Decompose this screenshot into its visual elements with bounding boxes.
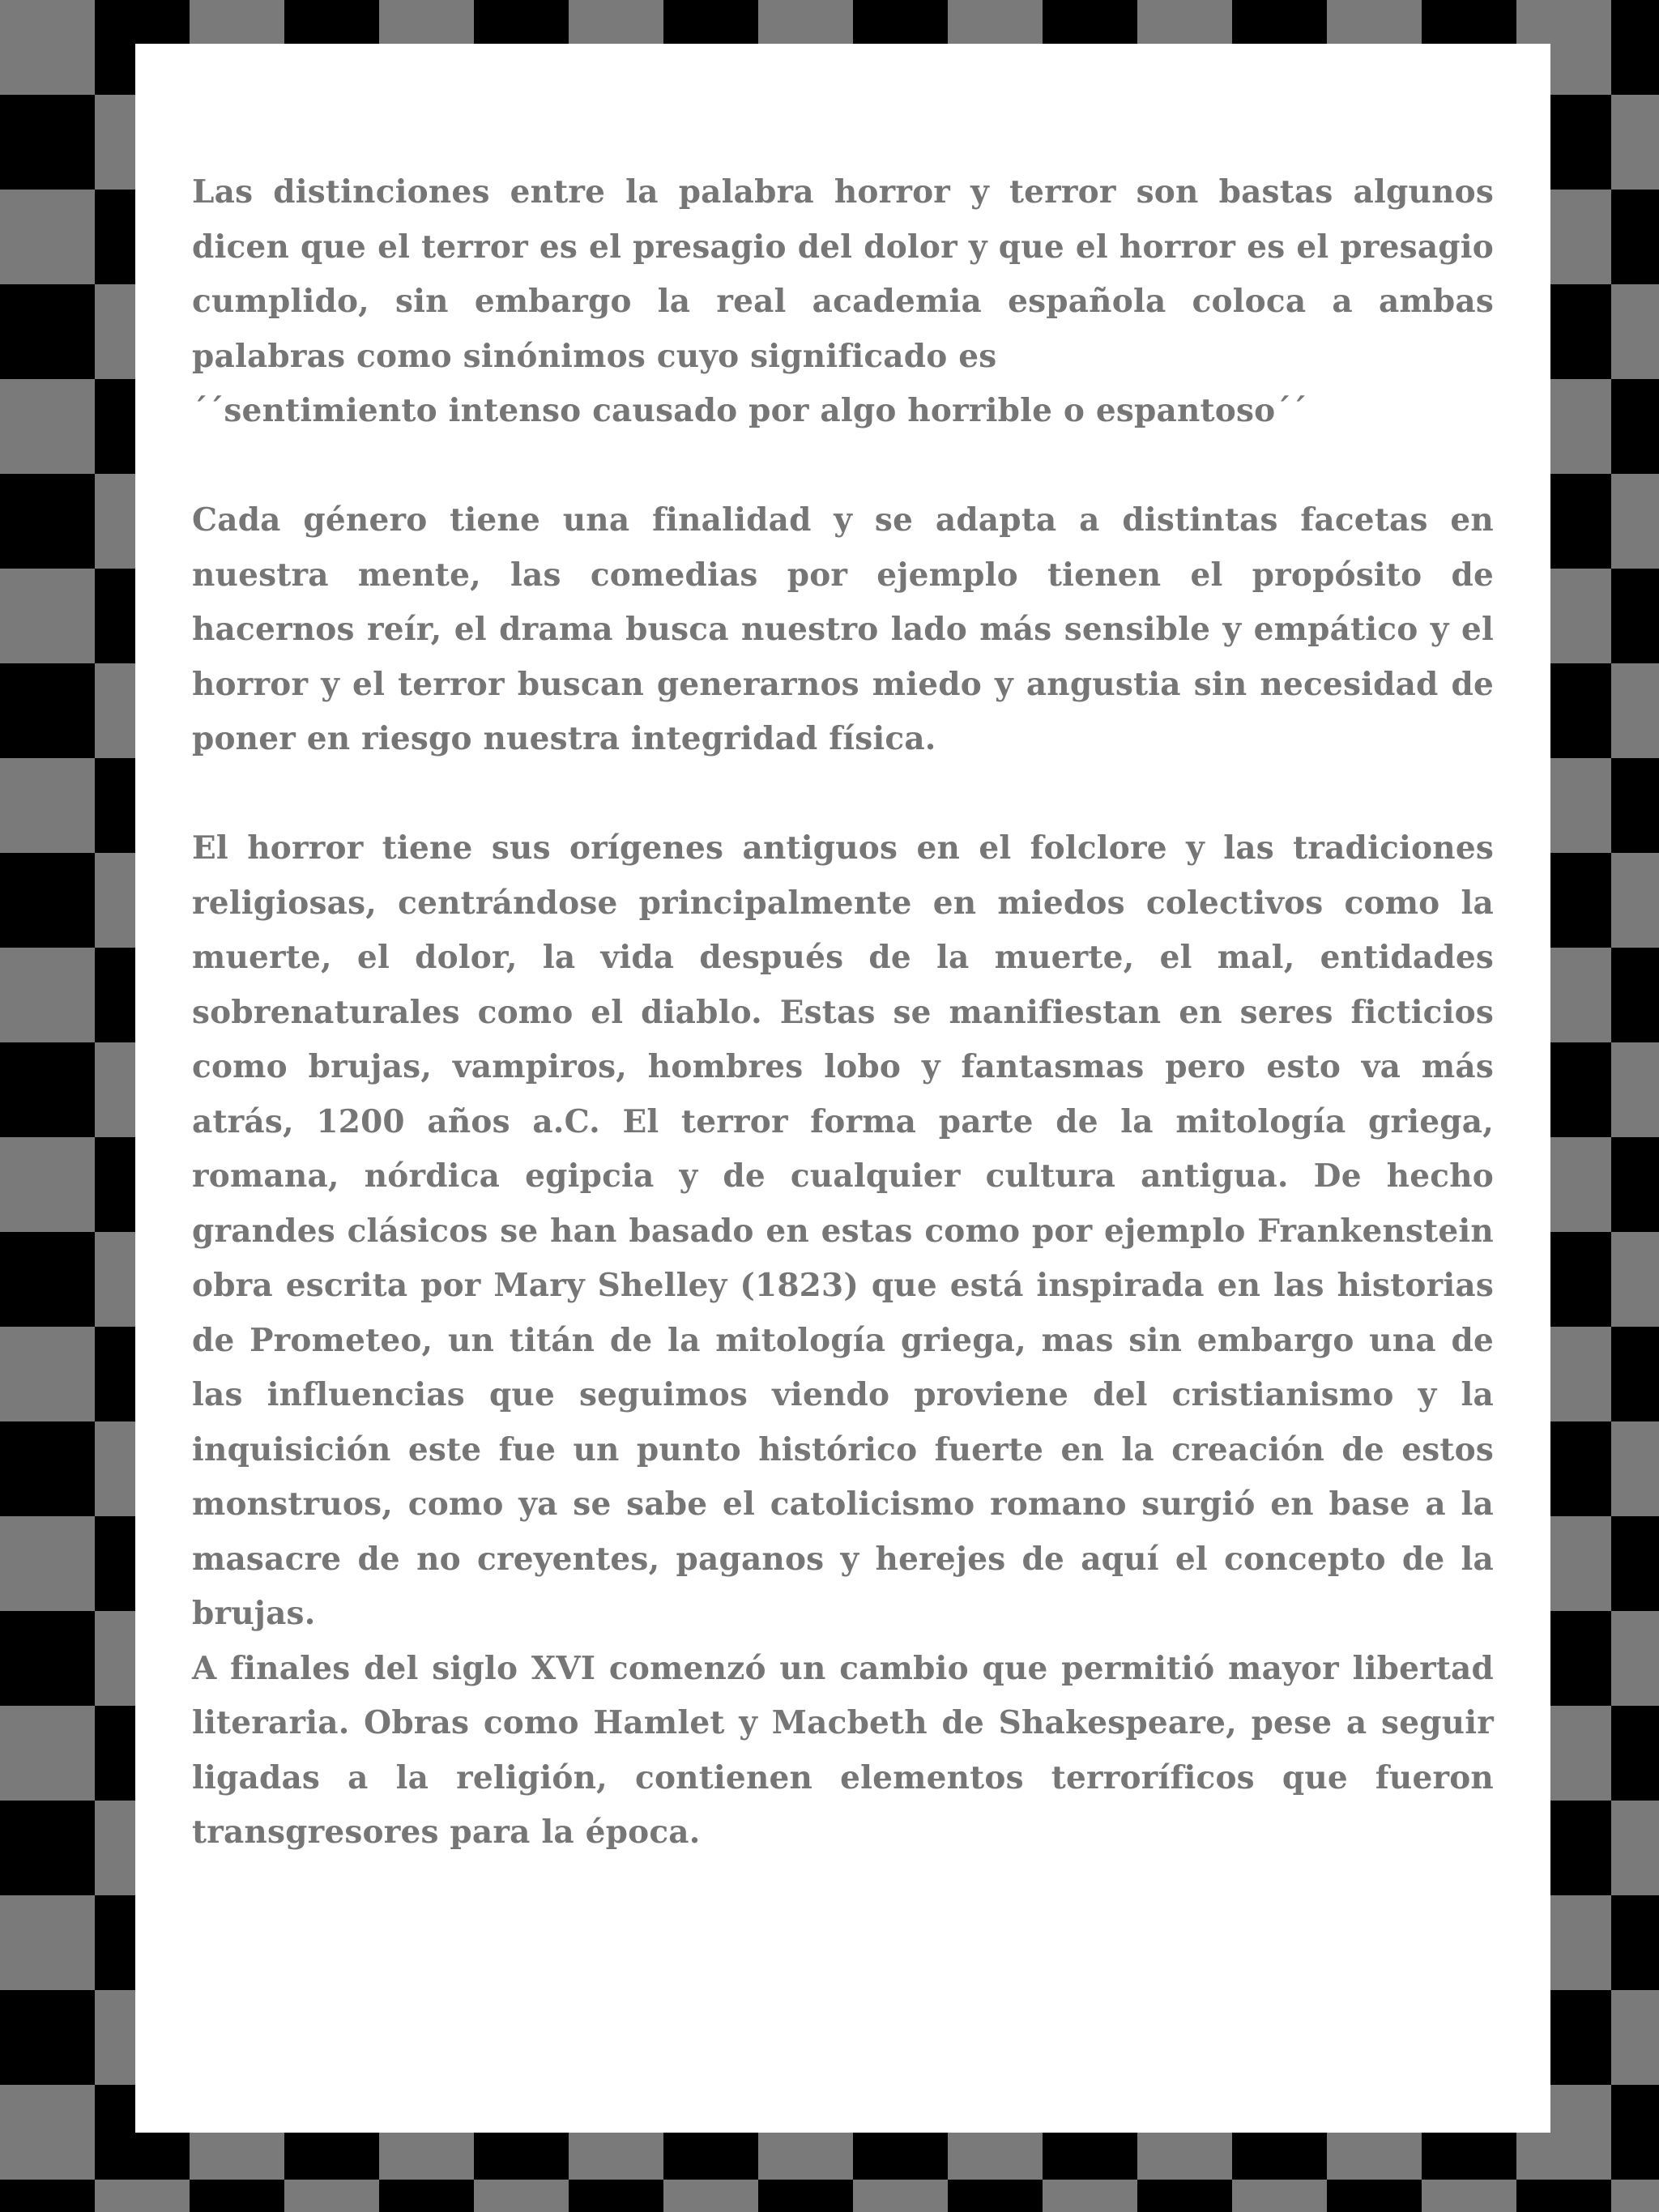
paragraph-definition: Las distinciones entre la palabra horror y terror son bastas algunos dicen que el terror es el presagio del dolor y que el horror es el presagio cumplido, sin embargo la real academia española coloca a ambas palabras como sinónimos cuyo significado es xyxy=(192,173,1494,375)
paragraph-gap xyxy=(192,767,1494,822)
document-body xyxy=(192,165,1494,1860)
paragraph-gap xyxy=(192,439,1494,494)
paragraph-sixteenth-century: A finales del siglo XVI comenzó un cambio que permitió mayor libertad literaria. Obras como Hamlet y Macbeth de Shakespeare, pese a seguir ligadas a la religión, contienen elementos terroríficos que fueron transgresores para la época. xyxy=(192,1649,1494,1851)
definition-quote: ´´sentimiento intenso causado por algo horrible o espantoso´´ xyxy=(192,392,1307,429)
document-page xyxy=(135,44,1550,2133)
paragraph-genres: Cada género tiene una finalidad y se adapta a distintas facetas en nuestra mente, las comedias por ejemplo tienen el propósito de hacernos reír, el drama busca nuestro lado más sensible y empático y el horror y el terror buscan generarnos miedo y angustia sin necesidad de poner en riesgo nuestra integridad física. xyxy=(192,501,1494,757)
paragraph-origins: El horror tiene sus orígenes antiguos en el folclore y las tradiciones religiosas, centrándose principalmente en miedos colectivos como la muerte, el dolor, la vida después de la muerte, el mal, entidades sobrenaturales como el diablo. Estas se manifiestan en seres ficticios como brujas, vampiros, hombres lobo y fantasmas pero esto va más atrás, 1200 años a.C. El terror forma parte de la mitología griega, romana, nórdica egipcia y de cualquier cultura antigua. De hecho grandes clásicos se han basado en estas como por ejemplo Frankenstein obra escrita por Mary Shelley (1823) que está inspirada en las historias de Prometeo, un titán de la mitología griega, mas sin embargo una de las influencias que seguimos viendo proviene del cristianismo y la inquisición este fue un punto histórico fuerte en la creación de estos monstruos, como ya se sabe el catolicismo romano surgió en base a la masacre de no creyentes, paganos y herejes de aquí el concepto de la brujas. xyxy=(192,829,1494,1632)
